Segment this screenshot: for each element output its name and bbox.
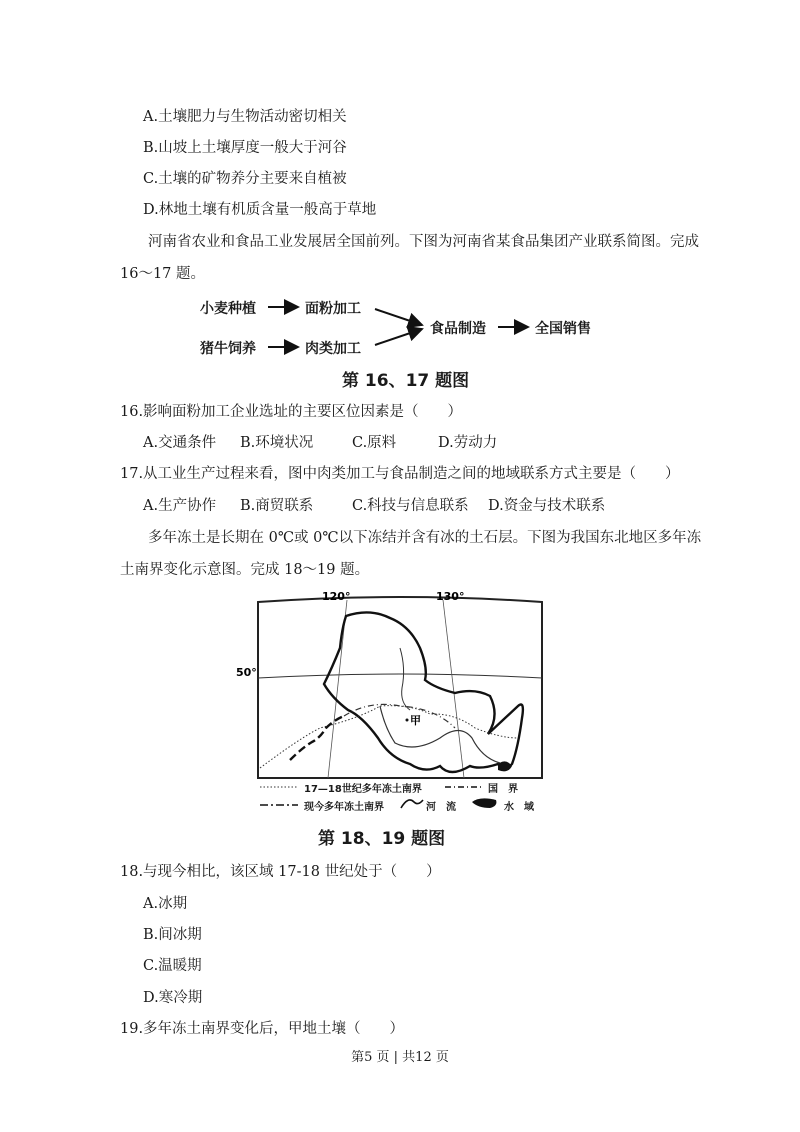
q17-option-a: A.生产协作 <box>143 498 217 514</box>
present-boundary-east <box>344 704 455 728</box>
page-footer: 第5 页 | 共12 页 <box>351 1050 449 1065</box>
q16-stem: 16.影响面粉加工企业选址的主要区位因素是（ ） <box>120 404 463 420</box>
q18-stem: 18.与现今相比，该区域 17-18 世纪处于（ ） <box>120 864 441 880</box>
place-jia-dot <box>406 719 409 722</box>
national-border <box>324 612 523 772</box>
q15-option-d: D.林地土壤有机质含量一般高于草地 <box>143 202 377 218</box>
lat-50-line <box>258 674 542 678</box>
flow-wheat: 小麦种植 <box>200 301 256 317</box>
q17-options <box>0 494 800 514</box>
intro-18-19-line2: 土南界变化示意图。完成 18～19 题。 <box>120 562 370 578</box>
permafrost-map <box>236 588 550 818</box>
lon-130-line <box>443 600 464 778</box>
q15-option-a: A.土壤肥力与生物活动密切相关 <box>143 109 347 125</box>
q19-stem: 19.多年冻土南界变化后，甲地土壤（ ） <box>120 1021 405 1037</box>
q18-option-b: B.间冰期 <box>143 927 202 943</box>
q15-option-c: C.土壤的矿物养分主要来自植被 <box>143 171 347 187</box>
legend-now-label: 现今多年冻土南界 <box>304 802 384 813</box>
arrow-flour-food <box>375 309 422 325</box>
present-boundary <box>290 716 344 760</box>
q16-option-c: C.原料 <box>352 435 397 451</box>
flow-meat: 肉类加工 <box>305 341 361 357</box>
q18-option-c: C.温暖期 <box>143 958 202 974</box>
q15-option-b: B.山坡上土壤厚度一般大于河谷 <box>143 140 347 156</box>
water-body <box>498 761 512 771</box>
lon-130-label: 130° <box>436 590 465 603</box>
legend-border-sample <box>445 782 485 792</box>
intro-16-17-line1: 河南省农业和食品工业发展居全国前列。下图为河南省某食品集团产业联系简图。完成 <box>148 234 699 250</box>
arrow-meat-food <box>375 329 422 345</box>
flow-sales: 全国销售 <box>535 321 591 337</box>
q17-option-d: D.资金与技术联系 <box>488 498 606 514</box>
place-jia-label: 甲 <box>410 714 421 727</box>
legend-old-label: 17—18世纪多年冻土南界 <box>304 784 422 795</box>
legend-water-label: 水 域 <box>504 802 534 813</box>
industry-flow-diagram <box>190 292 610 362</box>
legend-water-sample <box>470 796 500 810</box>
old-boundary <box>260 706 518 768</box>
lat-50-label: 50° <box>236 666 257 679</box>
intro-18-19-line1: 多年冻土是长期在 0℃或 0℃以下冻结并含有冰的土石层。下图为我国东北地区多年冻 <box>148 530 702 546</box>
flow-livestock: 猪牛饲养 <box>200 341 256 357</box>
q16-option-b: B.环境状况 <box>240 435 314 451</box>
q18-option-a: A.冰期 <box>143 896 188 912</box>
q17-stem: 17.从工业生产过程来看，图中肉类加工与食品制造之间的地域联系方式主要是（ ） <box>120 466 680 482</box>
legend-now-sample <box>260 800 300 810</box>
legend-border-label: 国 界 <box>488 784 518 795</box>
legend-river-label: 河 流 <box>426 802 456 813</box>
lon-120-label: 120° <box>322 590 351 603</box>
q16-option-a: A.交通条件 <box>143 435 217 451</box>
q17-option-c: C.科技与信息联系 <box>352 498 469 514</box>
legend-old-sample <box>260 782 300 792</box>
q16-options <box>0 431 800 451</box>
caption-18-19: 第 18、19 题图 <box>318 829 446 849</box>
intro-16-17-line2: 16～17 题。 <box>120 266 206 282</box>
legend-river-sample <box>400 796 424 810</box>
flow-flour: 面粉加工 <box>305 301 361 317</box>
q17-option-b: B.商贸联系 <box>240 498 314 514</box>
caption-16-17: 第 16、17 题图 <box>342 371 470 391</box>
flow-food: 食品制造 <box>430 321 486 337</box>
q18-option-d: D.寒冷期 <box>143 990 203 1006</box>
q16-option-d: D.劳动力 <box>438 435 498 451</box>
flow-arrows <box>190 292 610 362</box>
river-2 <box>400 648 410 710</box>
